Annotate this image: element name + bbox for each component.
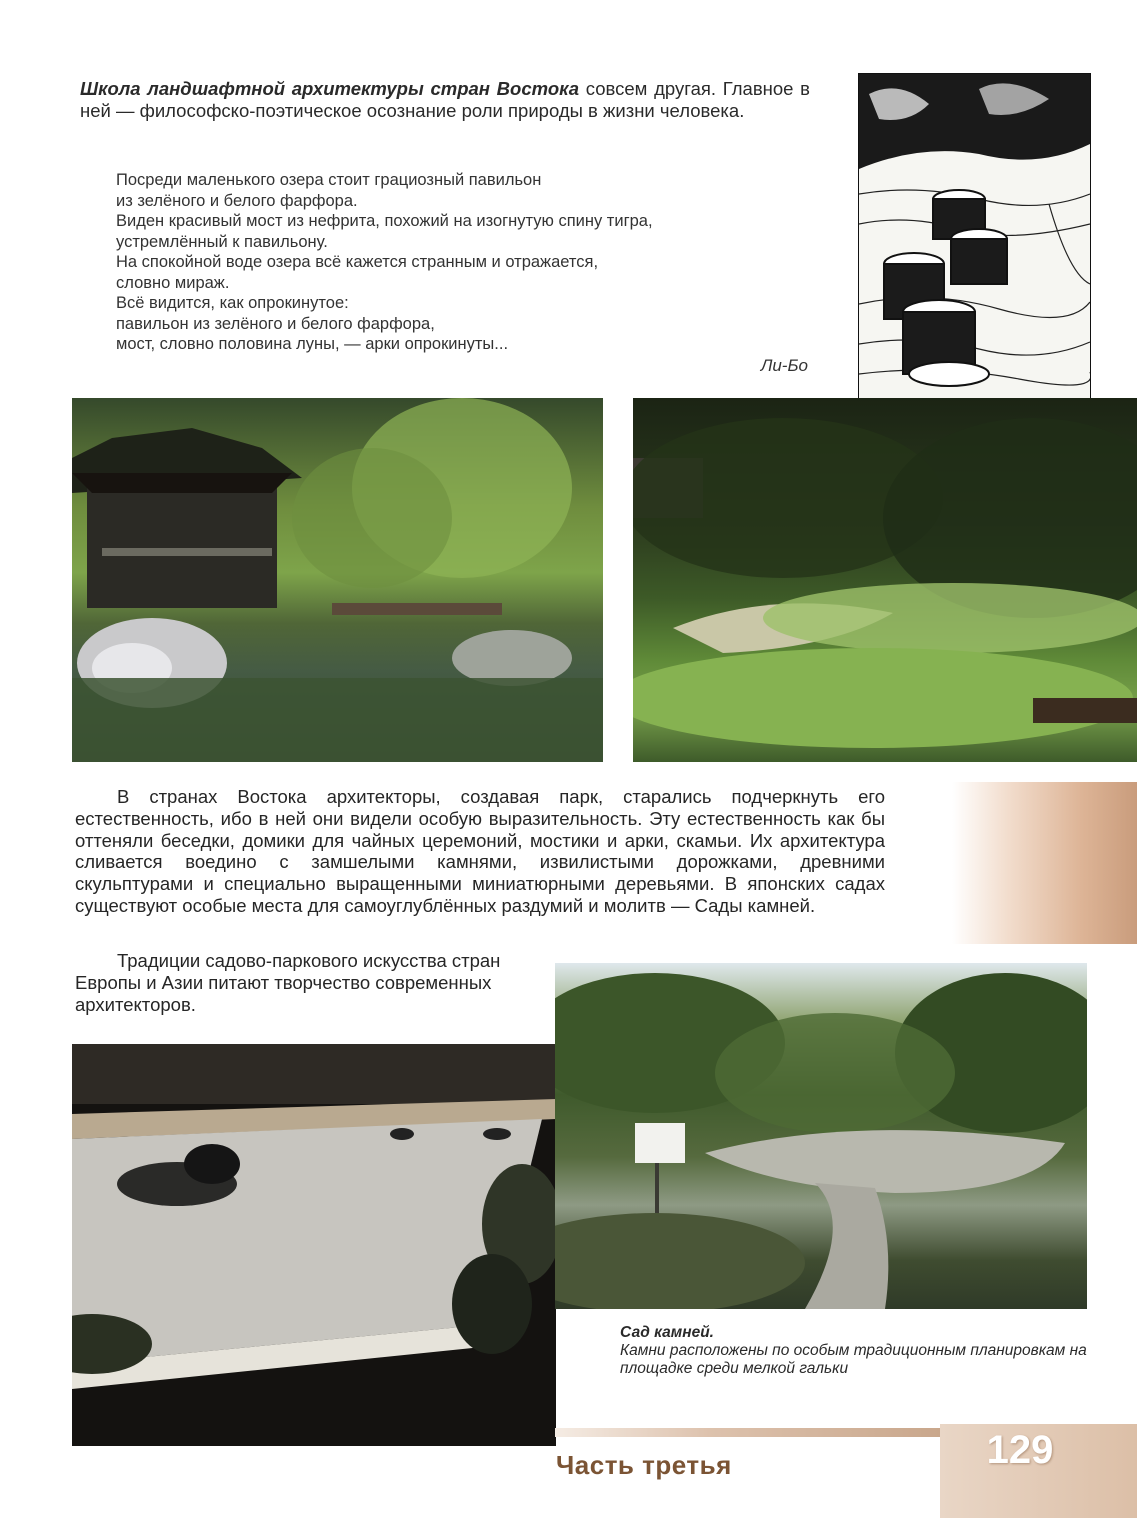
tradition-text: Традиции садово-паркового искусства стран Европы и Азии питают творчество современных архитекторов. <box>75 950 501 1015</box>
caption-title: Сад камней. <box>620 1324 714 1341</box>
decorative-band <box>952 782 1137 944</box>
poem-author: Ли-Бо <box>760 356 808 375</box>
photo-chinese-garden-pavilion <box>72 398 603 762</box>
poem-line: мост, словно половина луны, — арки опрокинуты... <box>116 335 509 353</box>
footer-section-title: Часть третья <box>556 1450 732 1480</box>
ink-drawing-stepping-stones <box>858 73 1091 399</box>
poem-line: На спокойной воде озера всё кажется странным и отражается, <box>116 253 599 271</box>
photo-caption <box>620 1324 1090 1378</box>
page-number: 129 <box>986 1428 1054 1472</box>
poem-line: Всё видится, как опрокинутое: <box>116 294 349 312</box>
body-paragraph <box>75 786 885 917</box>
poem-line: павильон из зелёного и белого фарфора, <box>116 314 435 333</box>
intro-text: совсем другая. Главное в ней — философско-поэтическое осознание роли природы в жизни человека. <box>80 78 810 121</box>
poem <box>116 170 816 355</box>
poem-line: устремлённый к павильону. <box>116 232 328 251</box>
body-text: В странах Востока архитекторы, создавая парк, старались подчеркнуть его естественность, ибо в ней они видели особую выразительность. Эту естественность как бы оттеняли беседки, домики для чайных церемоний, мостики и арки, скамьи. Их архитектура сливается воедино с замшелыми камнями, извилистыми дорожками, древними скульптурами и специально выращенными миниатюрными деревьями. В японских садах существуют особые места для самоуглублённых раздумий и молитв — Сады камней. <box>75 786 885 916</box>
poem-line: Посреди маленького озера стоит грациозный павильон <box>116 171 542 189</box>
tradition-paragraph <box>75 950 515 1015</box>
footer-divider <box>555 1428 940 1437</box>
photo-zen-rock-garden <box>72 1044 556 1446</box>
poem-line: Виден красивый мост из нефрита, похожий на изогнутую спину тигра, <box>116 212 653 230</box>
photo-japanese-garden-pond <box>633 398 1137 762</box>
poem-line: словно мираж. <box>116 273 230 292</box>
caption-text: Камни расположены по особым традиционным планировкам на площадке среди мелкой гальки <box>620 1342 1087 1377</box>
poem-line: из зелёного и белого фарфора. <box>116 191 358 210</box>
intro-bold-lead: Школа ландшафтной архитектуры стран Востока <box>80 78 580 99</box>
photo-rock-garden-pebbles <box>555 963 1087 1309</box>
intro-paragraph <box>80 78 810 122</box>
